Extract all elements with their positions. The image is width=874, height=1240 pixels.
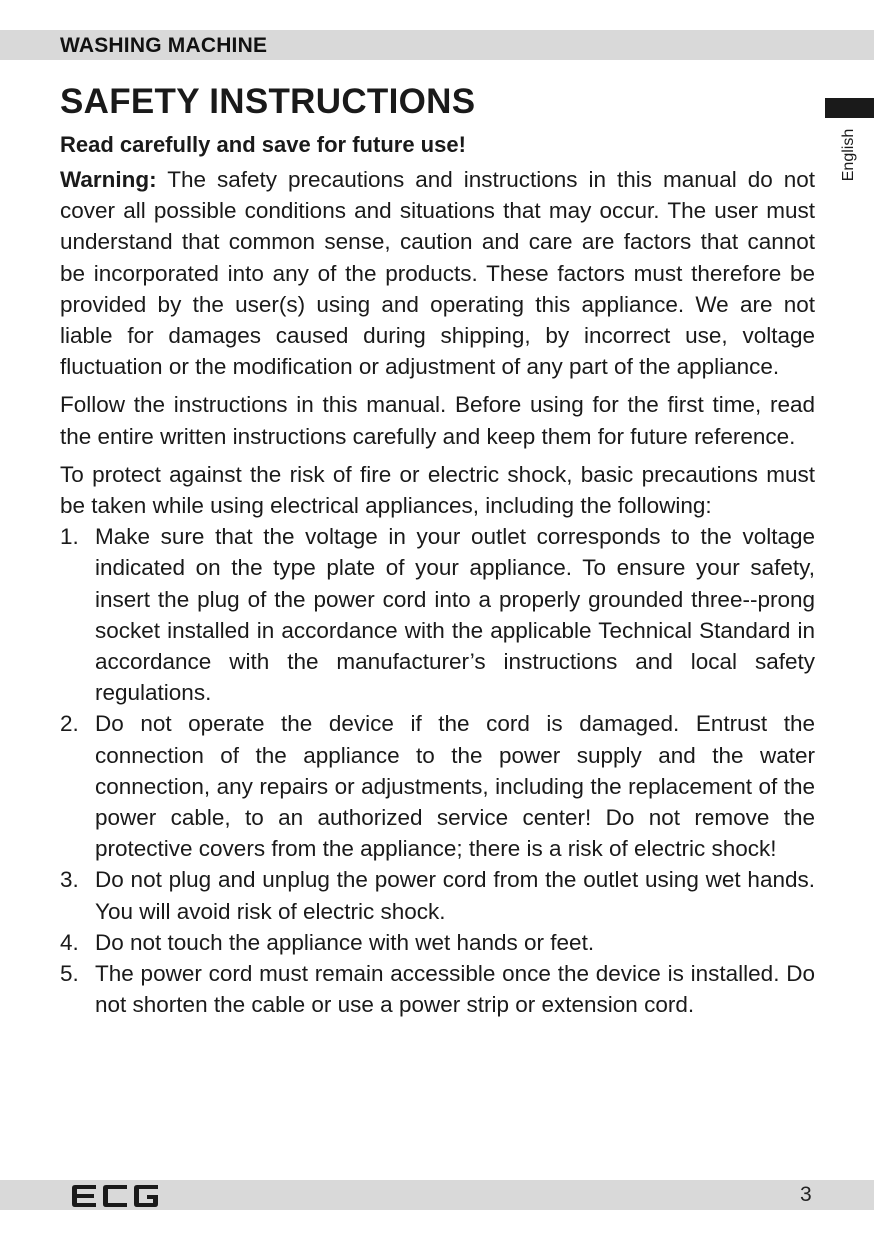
list-item-text: Do not touch the appliance with wet hands or feet. [95,929,595,955]
list-item [60,927,815,958]
language-tab-marker [825,98,874,118]
follow-instructions-paragraph: Follow the instructions in this manual. Before using for the first time, read the entire written instructions carefully and keep them for future reference. [60,392,815,449]
page-number: 3 [800,1183,812,1206]
warning-text: The safety precautions and instructions in this manual do not cover all possible conditions and situations that may occur. The user must understand that common sense, caution and care are factors that cannot be incorporated into any of the products. These factors must therefore be provided by the user(s) using and operating this appliance. We are not liable for damages caused during shipping, by incorrect use, voltage fluctuation or the modification or adjustment of any part of the appliance. [60,167,815,380]
safety-rules-list [60,521,815,1020]
list-item-text: Do not plug and unplug the power cord from the outlet using wet hands. You will avoid risk of electric shock. [95,867,815,924]
list-item-number: 5. [60,961,79,987]
subtitle: Read carefully and save for future use! [60,132,466,157]
ecg-logo [70,1184,160,1213]
list-item [60,864,815,926]
list-item-number: 1. [60,524,79,550]
section-header-label: WASHING MACHINE [60,34,268,57]
warning-label: Warning: [60,167,157,192]
warning-paragraph [60,164,815,382]
page-title: SAFETY INSTRUCTIONS [60,82,476,121]
language-tab-label: English [840,128,857,182]
protect-paragraph: To protect against the risk of fire or electric shock, basic precautions must be taken while using electrical appliances, including the following: [60,461,815,519]
ecg-logo-icon [70,1184,160,1208]
list-item [60,708,815,864]
list-item [60,521,815,708]
list-item-text: Make sure that the voltage in your outlet corresponds to the voltage indicated on the type plate of your appliance. To ensure your safety, insert the plug of the power cord into a properly grounded three--prong socket installed in accordance with the applicable Technical Standard in accordance with the manufacturer’s instructions and local safety regulations. [95,524,815,706]
list-item-text: Do not operate the device if the cord is damaged. Entrust the connection of the appliance to the power supply and the water connection, any repairs or adjustments, including the replacement of the power cable, to an authorized service center! Do not remove the protective covers from the appliance; there is a risk of electric shock! [95,711,815,862]
list-item-text: The power cord must remain accessible once the device is installed. Do not shorten the cable or use a power strip or extension cord. [95,961,815,1018]
main-content [60,82,815,1020]
list-item-number: 4. [60,929,79,955]
list-item-number: 3. [60,867,79,893]
list-item-number: 2. [60,711,79,737]
list-item [60,958,815,1020]
